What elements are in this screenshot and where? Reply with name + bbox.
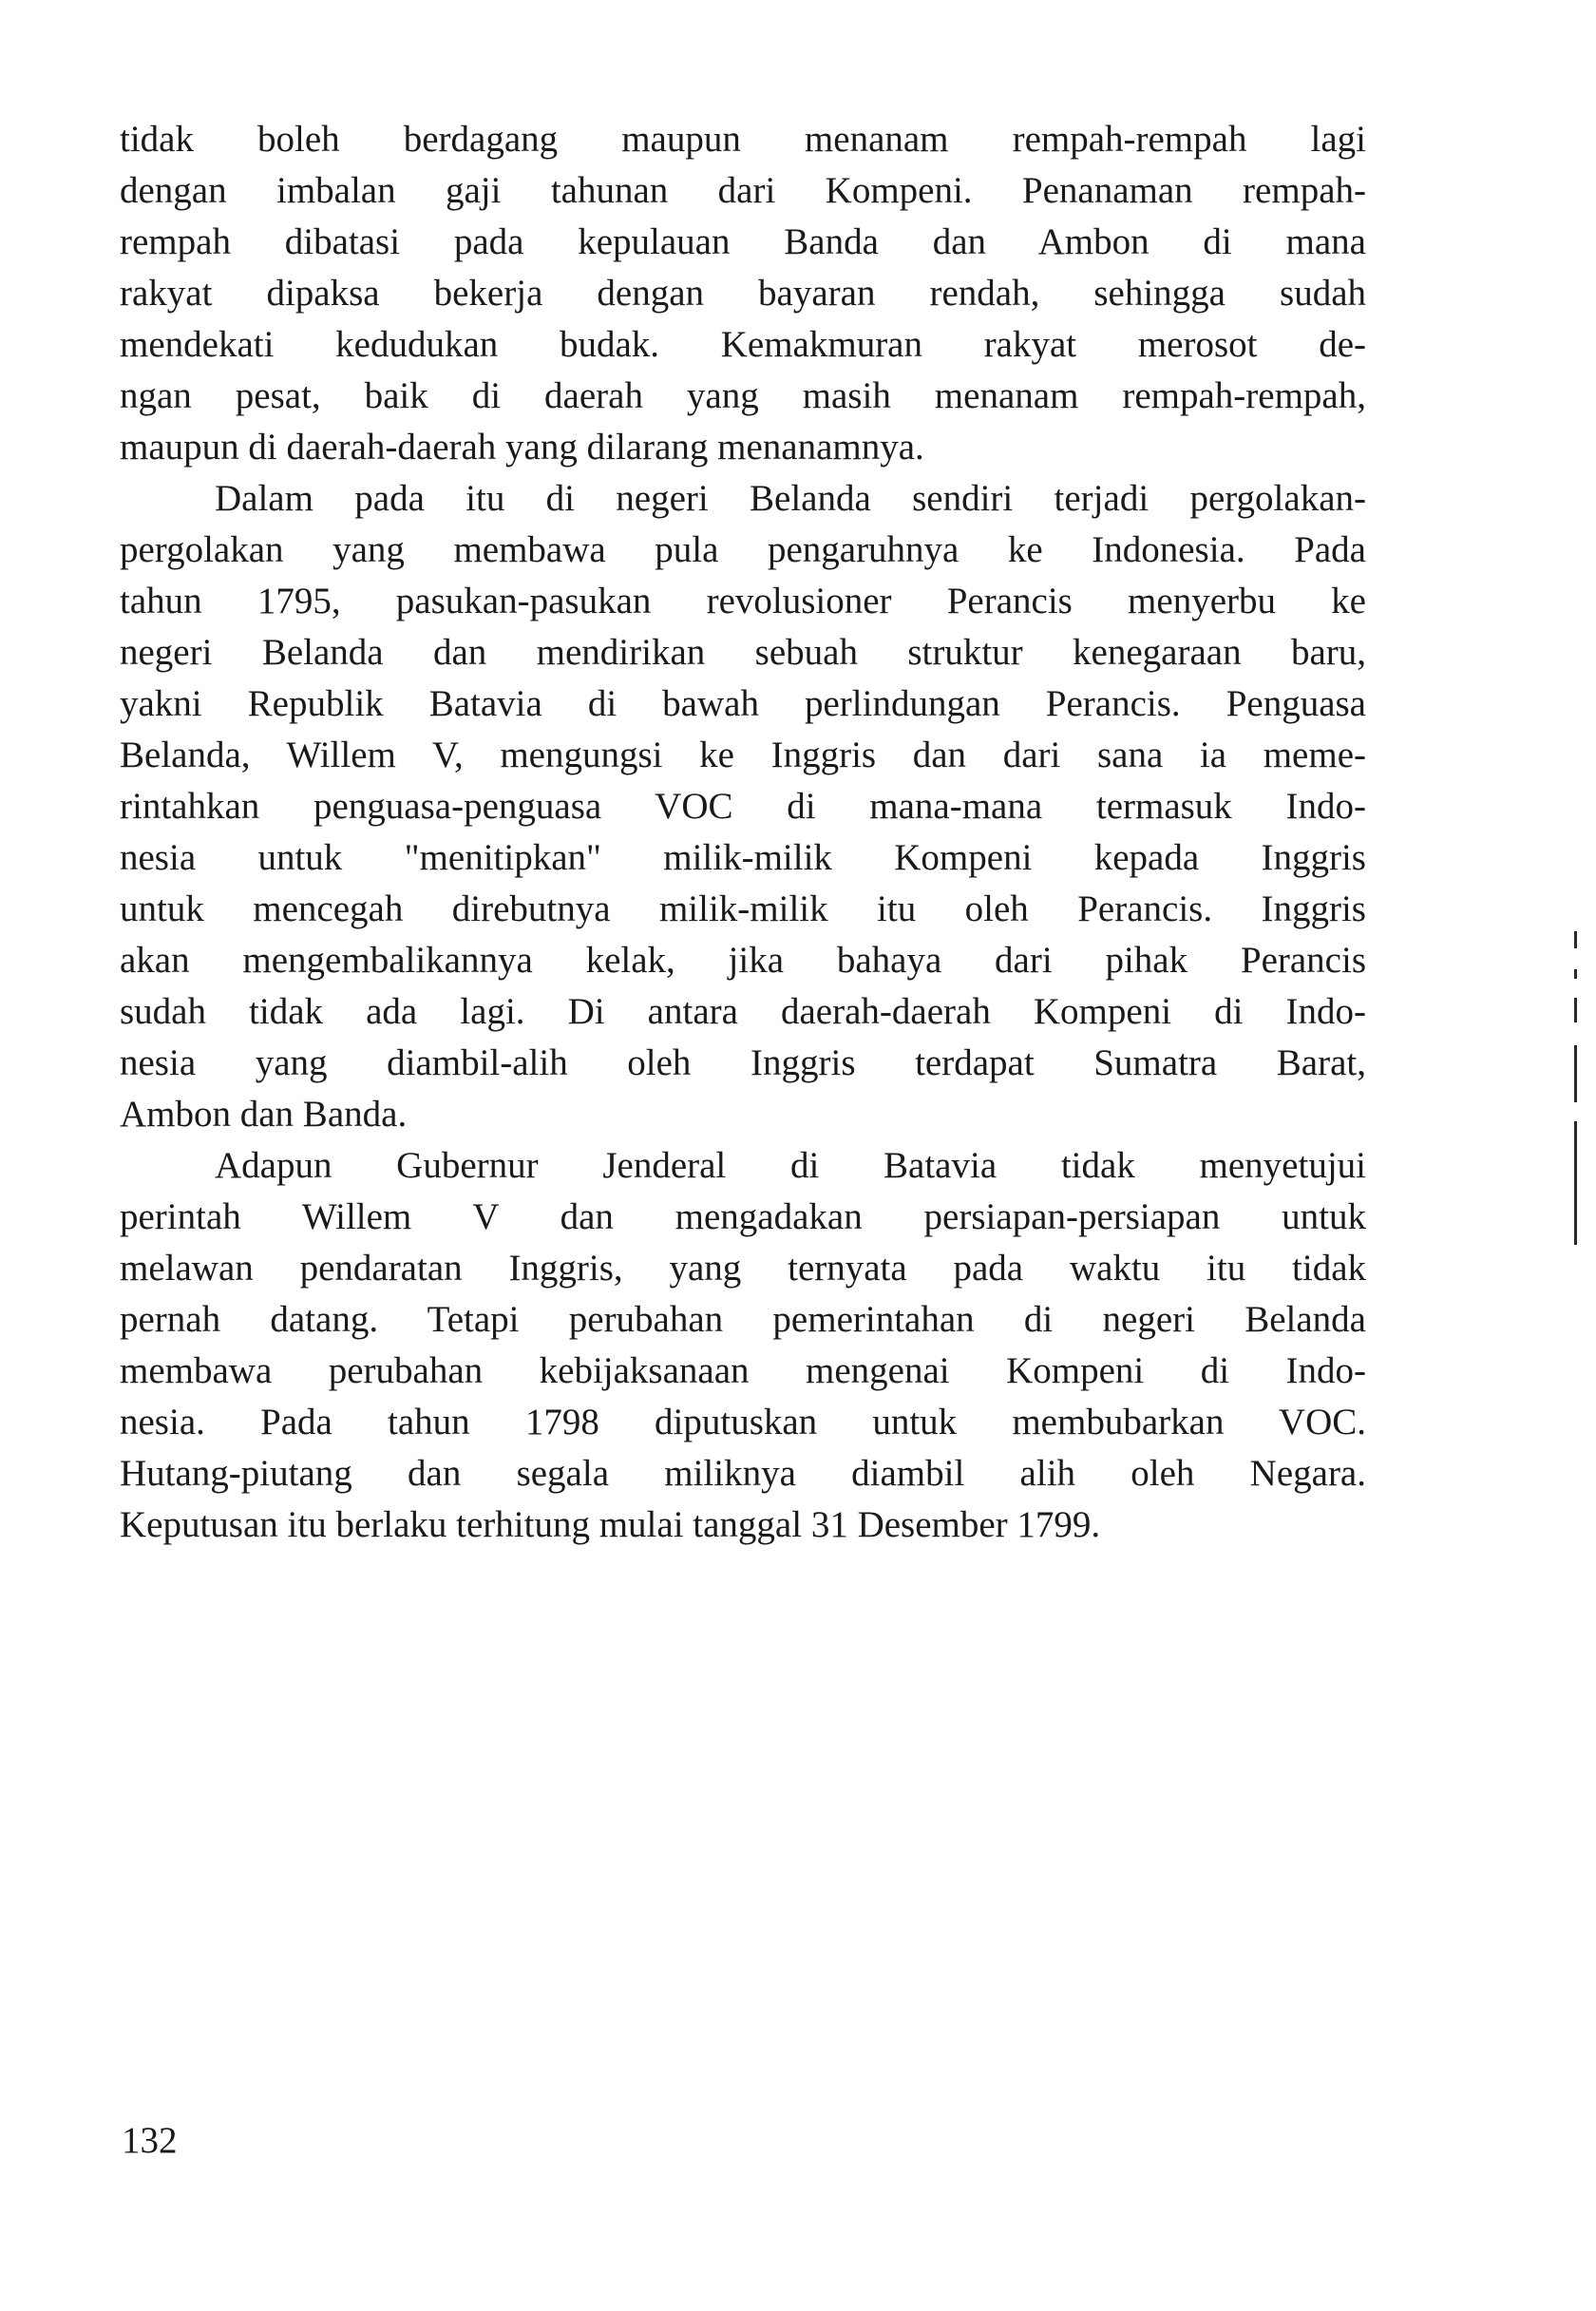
text-line: tidak boleh berdagang maupun menanam rempah-rempah lagi (120, 119, 1366, 160)
text-line: Hutang-piutang dan segala miliknya diambil alih oleh Negara. (120, 1453, 1366, 1494)
text-line: tahun 1795, pasukan-pasukan revolusioner Perancis menyerbu ke (120, 581, 1366, 621)
scan-margin-marks (1572, 931, 1580, 1245)
paragraph-2 (120, 473, 1366, 1140)
text-line: rintahkan penguasa-penguasa VOC di mana-mana termasuk Indo- (120, 786, 1366, 827)
text-line: rakyat dipaksa bekerja dengan bayaran rendah, sehingga sudah (120, 273, 1366, 314)
text-line: membawa perubahan kebijaksanaan mengenai Kompeni di Indo- (120, 1350, 1366, 1391)
text-line: nesia untuk "menitipkan" milik-milik Kompeni kepada Inggris (120, 837, 1366, 878)
text-line: Dalam pada itu di negeri Belanda sendiri terjadi pergolakan- (215, 478, 1366, 519)
body-text (120, 114, 1366, 1551)
text-line: negeri Belanda dan mendirikan sebuah struktur kenegaraan baru, (120, 632, 1366, 673)
text-line: Adapun Gubernur Jenderal di Batavia tidak menyetujui (215, 1145, 1366, 1186)
text-line: nesia. Pada tahun 1798 diputuskan untuk membubarkan VOC. (120, 1402, 1366, 1442)
text-line: untuk mencegah direbutnya milik-milik itu oleh Perancis. Inggris (120, 888, 1366, 929)
text-line: pergolakan yang membawa pula pengaruhnya ke Indonesia. Pada (120, 529, 1366, 570)
text-line: pernah datang. Tetapi perubahan pemerintahan di negeri Belanda (120, 1299, 1366, 1340)
text-line: akan mengembalikannya kelak, jika bahaya dari pihak Perancis (120, 940, 1366, 981)
paragraph-1 (120, 114, 1366, 473)
text-line: sudah tidak ada lagi. Di antara daerah-daerah Kompeni di Indo- (120, 991, 1366, 1032)
paragraph-3 (120, 1140, 1366, 1551)
text-line: maupun di daerah-daerah yang dilarang menanamnya. (120, 427, 924, 468)
text-line: Keputusan itu berlaku terhitung mulai tanggal 31 Desember 1799. (120, 1504, 1101, 1545)
text-line: rempah dibatasi pada kepulauan Banda dan Ambon di mana (120, 221, 1366, 262)
text-line: Belanda, Willem V, mengungsi ke Inggris dan dari sana ia meme- (120, 735, 1366, 775)
text-line: yakni Republik Batavia di bawah perlindungan Perancis. Penguasa (120, 683, 1366, 724)
text-line: Ambon dan Banda. (120, 1094, 408, 1135)
text-line: nesia yang diambil-alih oleh Inggris terdapat Sumatra Barat, (120, 1042, 1366, 1083)
page-number: 132 (122, 2120, 178, 2161)
text-line: dengan imbalan gaji tahunan dari Kompeni. Penanaman rempah- (120, 170, 1366, 211)
text-line: perintah Willem V dan mengadakan persiapan-persiapan untuk (120, 1196, 1366, 1237)
text-line: mendekati kedudukan budak. Kemakmuran rakyat merosot de- (120, 324, 1366, 365)
text-line: ngan pesat, baik di daerah yang masih menanam rempah-rempah, (120, 375, 1366, 416)
text-line: melawan pendaratan Inggris, yang ternyata pada waktu itu tidak (120, 1248, 1366, 1289)
